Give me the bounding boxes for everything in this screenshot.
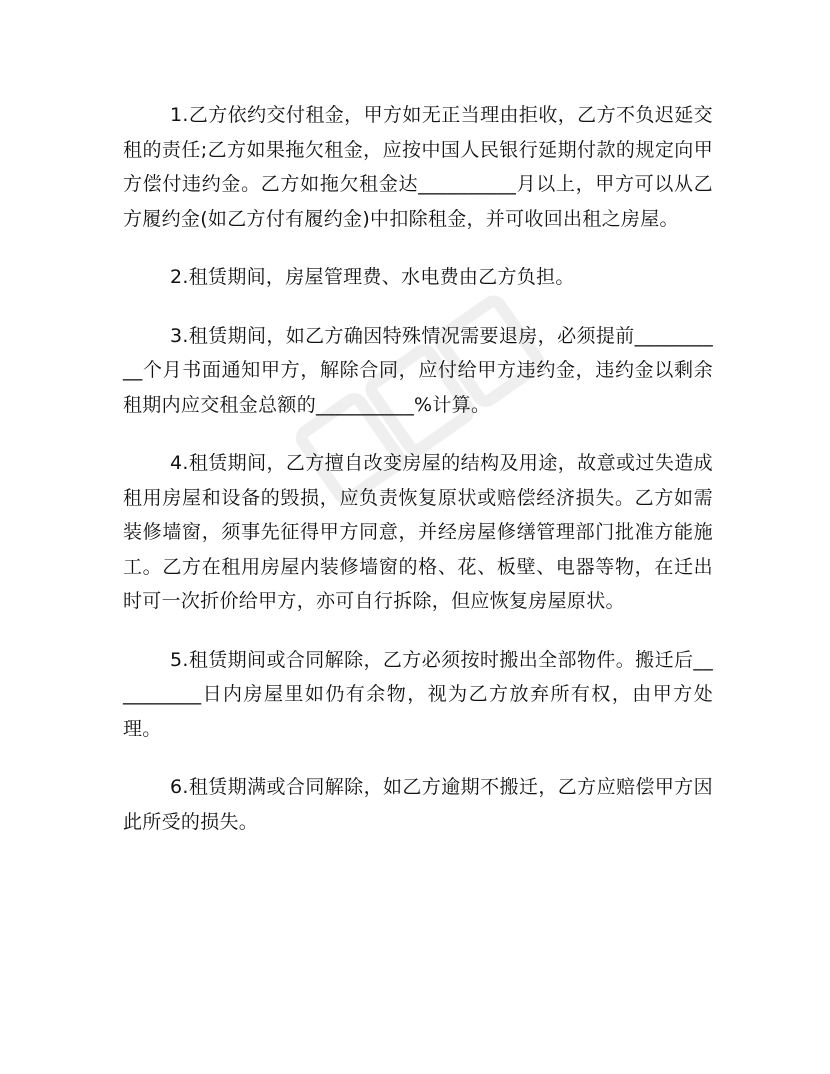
paragraph-5: 5.租赁期间或合同解除，乙方必须按时搬出全部物件。搬迁后__________日内房屋里如仍有余物，视为乙方放弃所有权，由甲方处理。 xyxy=(123,648,713,740)
paragraph-6: 6.租赁期满或合同解除，如乙方逾期不搬迁，乙方应赔偿甲方因此所受的损失。 xyxy=(123,776,713,833)
paragraph-2: 2.租赁期间，房屋管理费、水电费由乙方负担。 xyxy=(170,266,575,288)
paragraph-1: 1.乙方依约交付租金，甲方如无正当理由拒收，乙方不负迟延交租的责任;乙方如果拖欠租金，应按中国人民银行延期付款的规定向甲方偿付违约金。乙方如拖欠租金达__________月以上，甲方可以从乙方履约金(如乙方付有履约金)中扣除租金，并可收回出租之房屋。 xyxy=(123,104,713,230)
paragraph-3: 3.租赁期间，如乙方确因特殊情况需要退房，必须提前__________个月书面通知甲方，解除合同，应付给甲方违约金，违约金以剩余租期内应交租金总额的__________%计算。 xyxy=(123,324,713,416)
document-body xyxy=(123,98,713,863)
paragraph-4: 4.租赁期间，乙方擅自改变房屋的结构及用途，故意或过失造成租用房屋和设备的毁损，应负责恢复原状或赔偿经济损失。乙方如需装修墙窗，须事先征得甲方同意，并经房屋修缮管理部门批准方能施工。乙方在租用房屋内装修墙窗的格、花、板壁、电器等物，在迁出时可一次折价给甲方，亦可自行拆除，但应恢复房屋原状。 xyxy=(123,452,713,612)
